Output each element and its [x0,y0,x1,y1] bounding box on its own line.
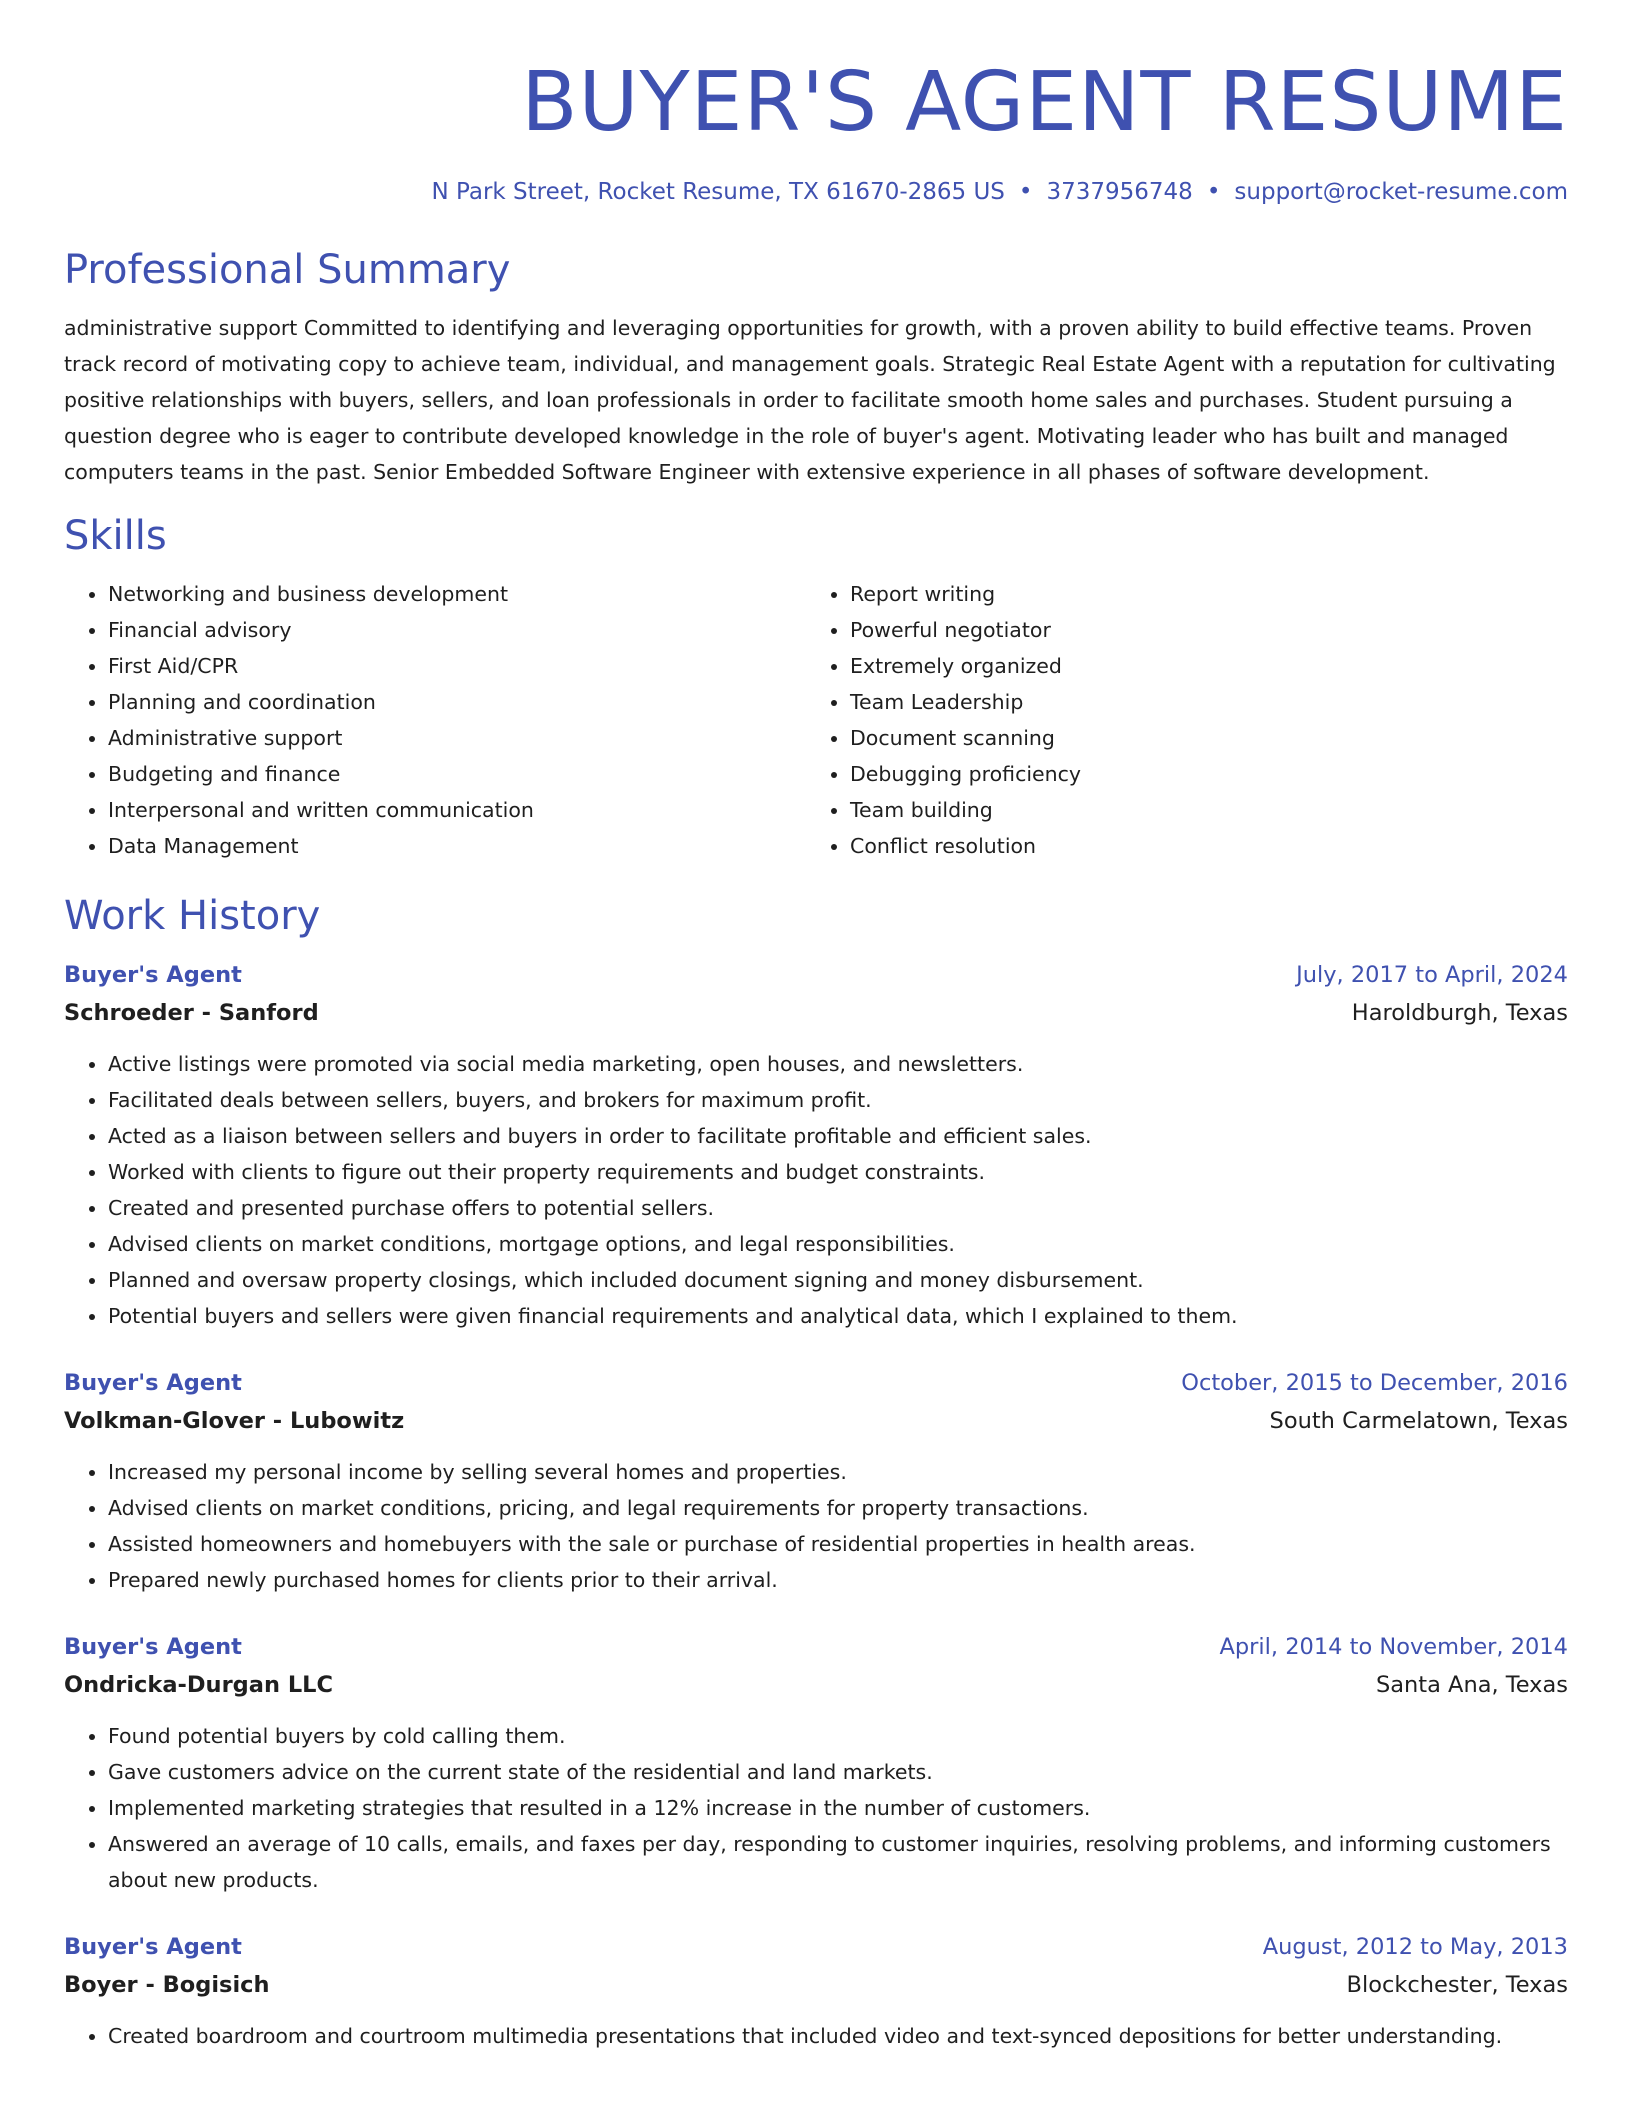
job-location: Blockchester, Texas [1346,1972,1568,1998]
job-employer-row [64,1966,1568,2004]
job-title: Buyer's Agent [64,1634,242,1660]
job-title: Buyer's Agent [64,962,242,988]
job-entry [64,1628,1568,1898]
skill-item: • Document scanning [850,720,1548,756]
job-bullet: • Planned and oversaw property closings, which included document signing and money disbursement. [108,1262,1568,1298]
summary-heading: Professional Summary [64,247,511,293]
contact-address: N Park Street, Rocket Resume, TX 61670-2865 US [431,179,1005,205]
skill-item: • Administrative support [108,720,806,756]
job-bullet: • Created boardroom and courtroom multimedia presentations that included video and text-synced depositions for better understanding. [108,2018,1568,2054]
skill-item: • Financial advisory [108,612,806,648]
skill-item: • Team building [850,792,1548,828]
job-company: Boyer - Bogisich [64,1972,270,1998]
job-bullet: • Created and presented purchase offers to potential sellers. [108,1190,1568,1226]
contact-separator: • [1206,179,1221,205]
job-bullet: • Potential buyers and sellers were given financial requirements and analytical data, which I explained to them. [108,1298,1568,1334]
contact-line [64,176,1568,208]
resume-title: BUYER'S AGENT RESUME [521,55,1568,150]
contact-email[interactable]: support@rocket-resume.com [1234,179,1568,205]
skill-item: • Powerful negotiator [850,612,1548,648]
job-company: Volkman-Glover - Lubowitz [64,1408,405,1434]
skills-column-left [64,576,806,864]
job-bullet: • Advised clients on market conditions, pricing, and legal requirements for property transactions. [108,1490,1568,1526]
skill-item: • Budgeting and finance [108,756,806,792]
skill-item: • Data Management [108,828,806,864]
job-header-row [64,1364,1568,1402]
job-entry [64,1928,1568,2054]
job-bullet: • Facilitated deals between sellers, buyers, and brokers for maximum profit. [108,1082,1568,1118]
job-bullets [64,1046,1568,1334]
job-employer-row [64,1666,1568,1704]
job-bullet: • Active listings were promoted via social media marketing, open houses, and newsletters. [108,1046,1568,1082]
work-history-heading: Work History [64,893,321,939]
job-bullets [64,1718,1568,1898]
job-entry [64,1364,1568,1598]
job-header-row [64,956,1568,994]
skill-item: • Extremely organized [850,648,1548,684]
job-bullets [64,1454,1568,1598]
job-employer-row [64,994,1568,1032]
skill-item: • Networking and business development [108,576,806,612]
contact-separator: • [1018,179,1033,205]
job-dates: August, 2012 to May, 2013 [1262,1934,1568,1960]
job-bullet: • Implemented marketing strategies that resulted in a 12% increase in the number of customers. [108,1790,1568,1826]
job-bullet: • Found potential buyers by cold calling them. [108,1718,1568,1754]
skill-item: • Debugging proficiency [850,756,1548,792]
job-title: Buyer's Agent [64,1934,242,1960]
job-bullet: • Worked with clients to figure out their property requirements and budget constraints. [108,1154,1568,1190]
job-dates: October, 2015 to December, 2016 [1181,1370,1568,1396]
skill-item: • Conflict resolution [850,828,1548,864]
skill-item: • First Aid/CPR [108,648,806,684]
job-header-row [64,1628,1568,1666]
skill-item: • Team Leadership [850,684,1548,720]
contact-phone: 3737956748 [1046,179,1193,205]
job-bullet: • Assisted homeowners and homebuyers with the sale or purchase of residential properties in health areas. [108,1526,1568,1562]
summary-text: administrative support Committed to identifying and leveraging opportunities for growth, with a proven ability to build effective teams. Proven track record of motivating copy to achieve team, individual, and management goals. Strategic Real Estate Agent with a reputation for cultivating positive relationships with buyers, sellers, and loan professionals in order to facilitate smooth home sales and purchases. Student pursuing a question degree who is eager to contribute developed knowledge in the role of buyer's agent. Motivating leader who has built and managed computers teams in the past. Senior Embedded Software Engineer with extensive experience in all phases of software development. [64,316,1556,484]
skills-list [64,576,1568,864]
job-location: Haroldburgh, Texas [1351,1000,1568,1026]
job-location: South Carmelatown, Texas [1269,1408,1568,1434]
resume-page [64,0,1568,2054]
resume-header [64,0,1568,208]
job-title: Buyer's Agent [64,1370,242,1396]
skills-heading: Skills [64,513,167,559]
skill-item: • Interpersonal and written communication [108,792,806,828]
job-bullet: • Increased my personal income by selling several homes and properties. [108,1454,1568,1490]
job-entry [64,956,1568,1334]
job-bullet: • Acted as a liaison between sellers and buyers in order to facilitate profitable and efficient sales. [108,1118,1568,1154]
job-dates: July, 2017 to April, 2024 [1296,962,1568,988]
job-bullet: • Answered an average of 10 calls, emails, and faxes per day, responding to customer inquiries, resolving problems, and informing customers about new products. [108,1826,1568,1898]
job-company: Ondricka-Durgan LLC [64,1672,334,1698]
job-dates: April, 2014 to November, 2014 [1219,1634,1568,1660]
job-company: Schroeder - Sanford [64,1000,319,1026]
job-bullet: • Advised clients on market conditions, mortgage options, and legal responsibilities. [108,1226,1568,1262]
job-location: Santa Ana, Texas [1375,1672,1568,1698]
job-header-row [64,1928,1568,1966]
job-bullets [64,2018,1568,2054]
skills-column-right [806,576,1548,864]
job-employer-row [64,1402,1568,1440]
job-bullet: • Gave customers advice on the current state of the residential and land markets. [108,1754,1568,1790]
job-bullet: • Prepared newly purchased homes for clients prior to their arrival. [108,1562,1568,1598]
skill-item: • Report writing [850,576,1548,612]
skill-item: • Planning and coordination [108,684,806,720]
